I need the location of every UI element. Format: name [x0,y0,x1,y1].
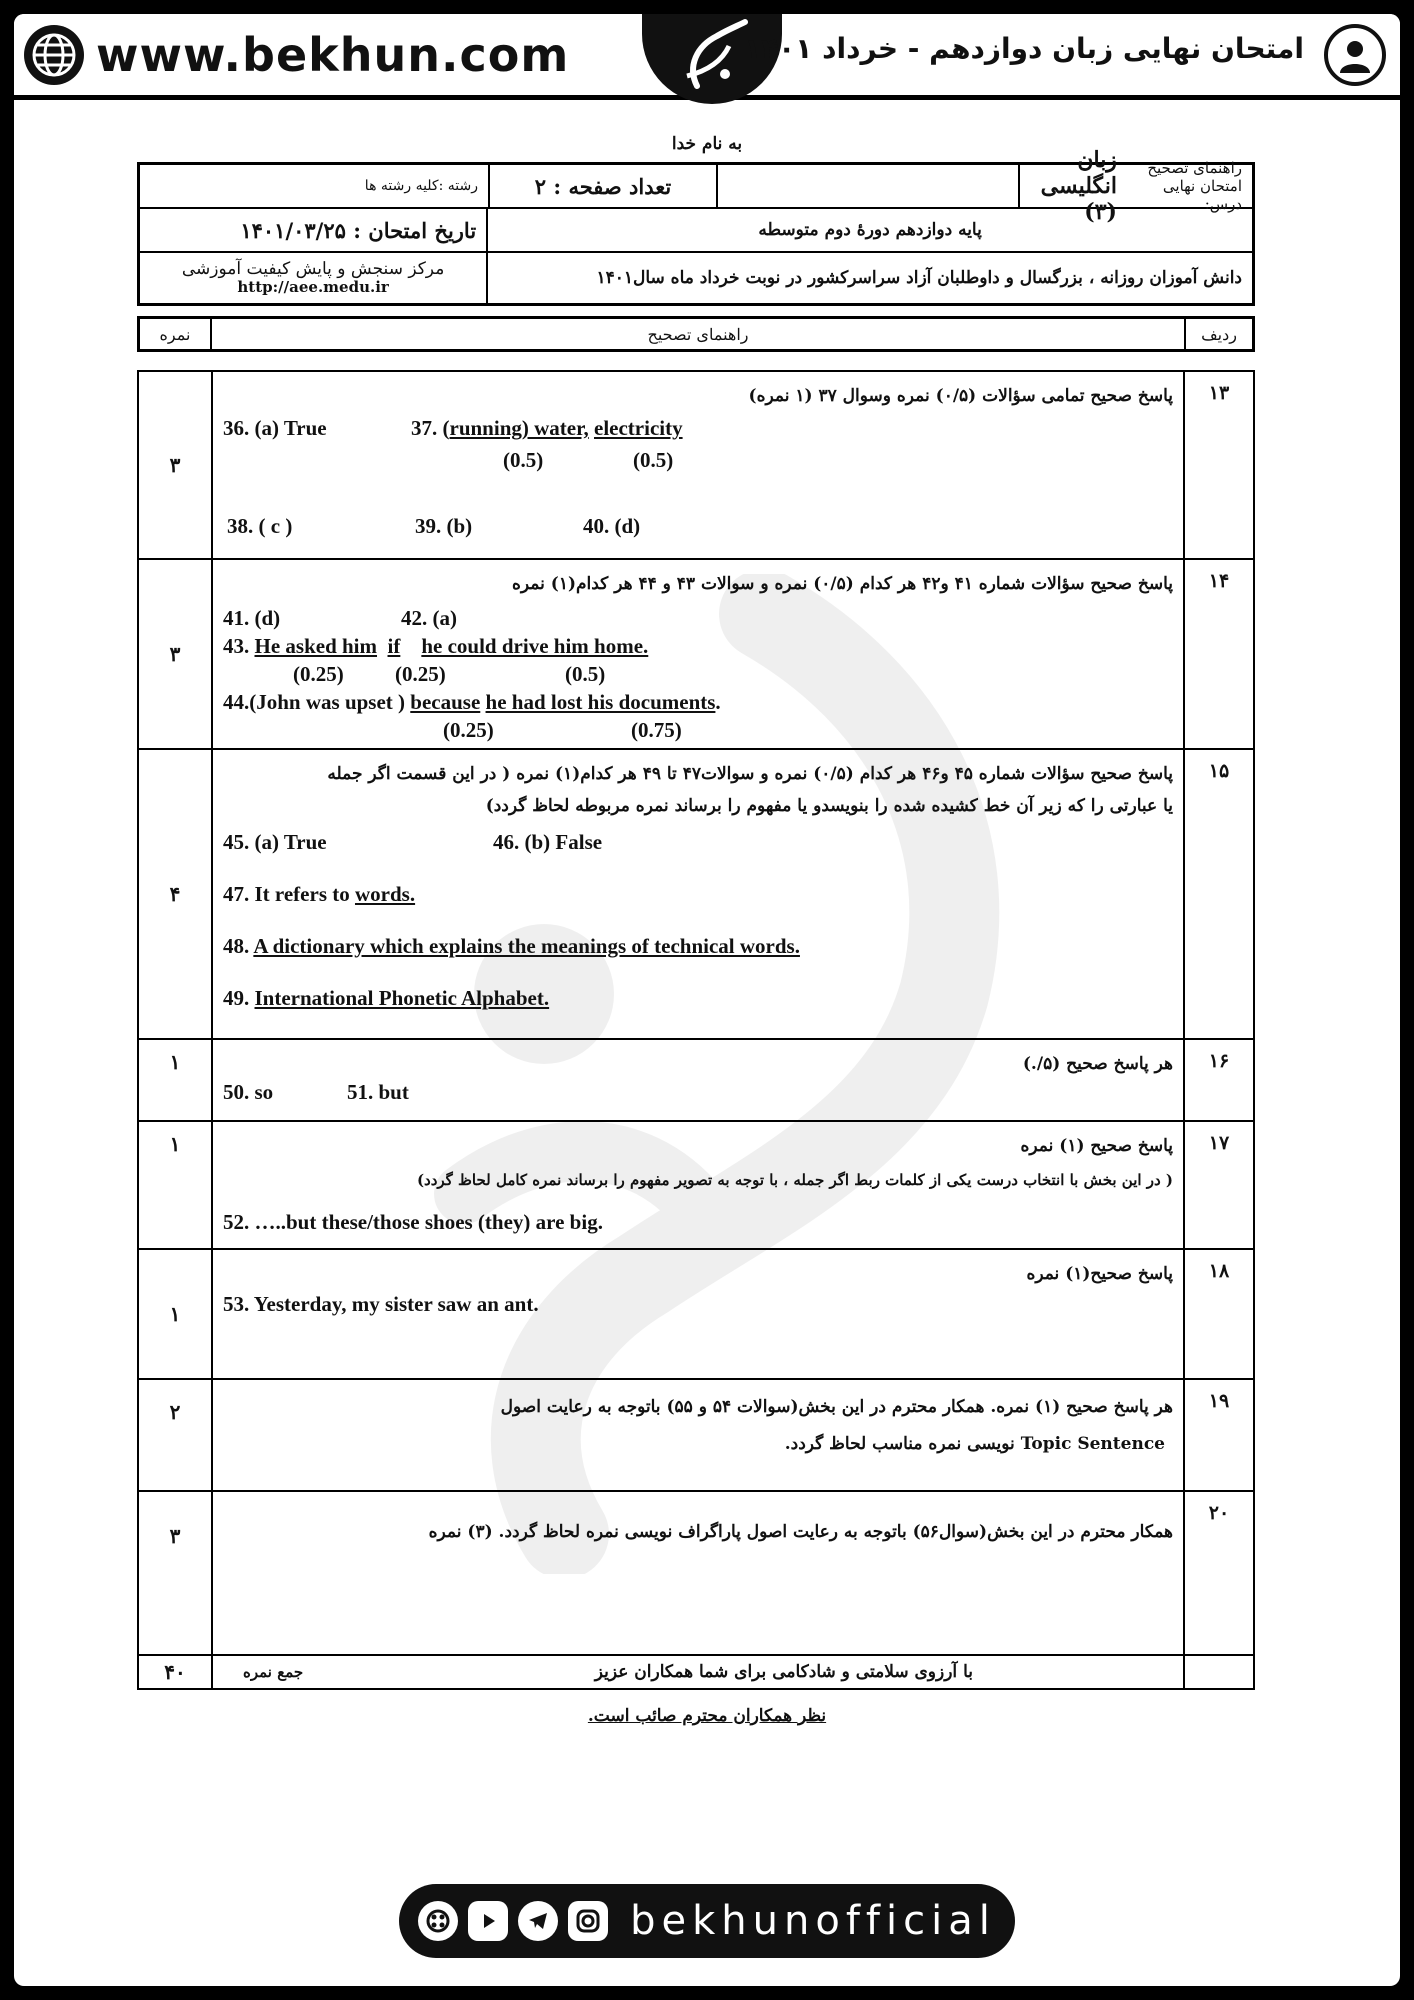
social-handle: bekhunofficial [630,1898,996,1944]
answer-39: 39. (b) [415,514,473,538]
answer-45: 45. (a) True [223,830,327,854]
answer-49: 49. International Phonetic Alphabet. [223,986,550,1010]
center-url[interactable]: http://aee.medu.ir [237,278,389,297]
instruction: هر پاسخ صحیح (۵/.) [1022,1054,1173,1074]
row-number: ۱۷ [1183,1122,1253,1248]
closing-note: نظر همکاران محترم صائب است. [587,1706,827,1726]
answer-40: 40. (d) [583,514,641,538]
score-label: (0.25) [293,662,344,686]
answer-43: 43. He asked him if he could drive him home. [223,634,649,658]
page [14,14,1400,1986]
row-number: ۲۰ [1183,1492,1253,1654]
score-label: (0.5) [633,448,674,472]
row-number: ۱۵ [1183,750,1253,1038]
instruction: پاسخ صحیح تمامی سؤالات (۰/۵) نمره وسوال ۳۷ (۱ نمره) [748,386,1173,406]
row-score: ۴ [169,882,181,906]
answer-50: 50. so [223,1080,274,1104]
course-name: زبان انگلیسی (۳) [1040,147,1117,225]
answer-37: 37. (running) water, electricity [411,416,683,440]
answer-47: 47. It refers to words. [223,882,416,906]
table-row [139,1380,1253,1492]
exam-title: امتحان نهایی زبان دوازدهم - خرداد ۱۴۰۱ [744,32,1304,65]
site-link[interactable] [24,22,569,88]
field: رشته :کلیه رشته ها [364,178,478,194]
row-number: ۱۴ [1183,560,1253,748]
row-score: ۱ [169,1050,181,1074]
score-label: (0.25) [395,662,446,686]
row-number: ۱۸ [1183,1250,1253,1378]
table-row [139,560,1253,750]
instruction: همکار محترم در این بخش(سوال۵۶) باتوجه به رعایت اصول پاراگراف نویسی نمره لحاظ گردد. (۳) نمره [428,1522,1173,1542]
col-row: ردیف [1184,319,1252,349]
answer-36: 36. (a) True [223,416,327,440]
user-icon[interactable] [1324,24,1386,86]
top-banner [14,14,1400,100]
exam-date: تاریخ امتحان : ۱۴۰۱/۰۳/۲۵ [240,217,477,243]
table-row [139,372,1253,560]
row-score: ۲ [169,1400,181,1424]
row-number: ۱۳ [1183,372,1253,558]
table-row [139,1040,1253,1122]
answer-46: 46. (b) False [493,830,603,854]
answer-41: 41. (d) [223,606,281,630]
row-score: ۱ [169,1132,181,1156]
page-count: تعداد صفحه : ۲ [488,165,718,207]
total-label: جمع نمره [243,1663,304,1681]
answer-38: 38. ( c ) [227,514,293,538]
table-row [139,1122,1253,1250]
answer-52: 52. …..but these/those shoes (they) are big. [223,1210,603,1234]
course-cell [1018,147,1252,225]
score-label: (0.25) [443,718,494,742]
row-score: ۳ [169,1524,181,1548]
instagram-icon[interactable] [568,1901,608,1941]
answer-48: 48. A dictionary which explains the meanings of technical words. [223,934,800,958]
exam-header-table [137,147,1255,306]
score-label: (0.5) [565,662,606,686]
row-number: ۱۹ [1183,1380,1253,1490]
aparat-icon[interactable] [418,1901,458,1941]
instruction: یا عبارتی را که زیر آن خط کشیده شده را بنویسدو یا مفهوم را برساند نمره مربوطه لحاظ گردد) [485,796,1173,817]
students: دانش آموزان روزانه ، بزرگسال و داوطلبان آزاد سراسرکشور در نوبت خرداد ماه سال۱۴۰۱ [486,253,1252,303]
instruction: پاسخ صحیح (۱) نمره [1020,1136,1173,1156]
answer-table [137,370,1255,1690]
closing-wish: با آرزوی سلامتی و شادکامی برای شما همکاران عزیز [594,1661,973,1682]
row-score: ۳ [169,453,181,477]
telegram-icon[interactable] [518,1901,558,1941]
instruction: پاسخ صحیح سؤالات شماره ۴۱ و۴۲ هر کدام (۰/۵) نمره و سوالات ۴۳ و ۴۴ هر کدام(۱) نمره [512,574,1173,594]
total-row [139,1656,1253,1688]
instruction: ( در این بخش با انتخاب درست یکی از کلمات ربط اگر جمله ، با توجه به تصویر مفهوم را برساند نمره کامل لحاظ گردد) [416,1171,1173,1190]
row-score: ۱ [169,1302,181,1326]
grade: پایه دوازدهم دورهٔ دوم متوسطه [486,209,1252,251]
instruction: Topic Sentence نویسی نمره مناسب لحاظ گردد. [784,1434,1165,1455]
row-number: ۱۶ [1183,1040,1253,1120]
table-row [139,1492,1253,1656]
col-guide: راهنمای تصحیح [210,319,1184,349]
instruction: هر پاسخ صحیح (۱) نمره. همکار محترم در این بخش(سوالات ۵۴ و ۵۵) باتوجه به رعایت اصول [500,1397,1173,1417]
answer-44: 44.(John was upset ) because he had lost his documents. [223,690,721,714]
center-name: مرکز سنجش و پایش کیفیت آموزشی [181,259,445,280]
bismillah: به نام خدا [671,134,743,154]
table-row [139,1250,1253,1380]
site-url: www.bekhun.com [96,28,570,82]
table-row [139,750,1253,1040]
col-score: نمره [159,324,191,344]
answer-53: 53. Yesterday, my sister saw an ant. [223,1292,539,1316]
social-pill[interactable] [399,1884,1015,1958]
column-headers [137,316,1255,352]
score-label: (0.75) [631,718,682,742]
guide-label: راهنمای تصحیح امتحان نهایی درس: [1147,159,1242,213]
row-score: ۳ [169,642,181,666]
social-footer [14,1884,1400,1958]
total-score: ۴۰ [164,1660,186,1684]
answer-42: 42. (a) [401,606,457,630]
answer-51: 51. but [347,1080,409,1104]
globe-icon [24,25,84,85]
instruction: پاسخ صحیح(۱) نمره [1026,1264,1173,1284]
youtube-icon[interactable] [468,1901,508,1941]
score-label: (0.5) [503,448,544,472]
instruction: پاسخ صحیح سؤالات شماره ۴۵ و۴۶ هر کدام (۰/۵) نمره و سوالات۴۷ تا ۴۹ هر کدام(۱) نمره ( در این قسمت اگر جمله [327,764,1173,784]
